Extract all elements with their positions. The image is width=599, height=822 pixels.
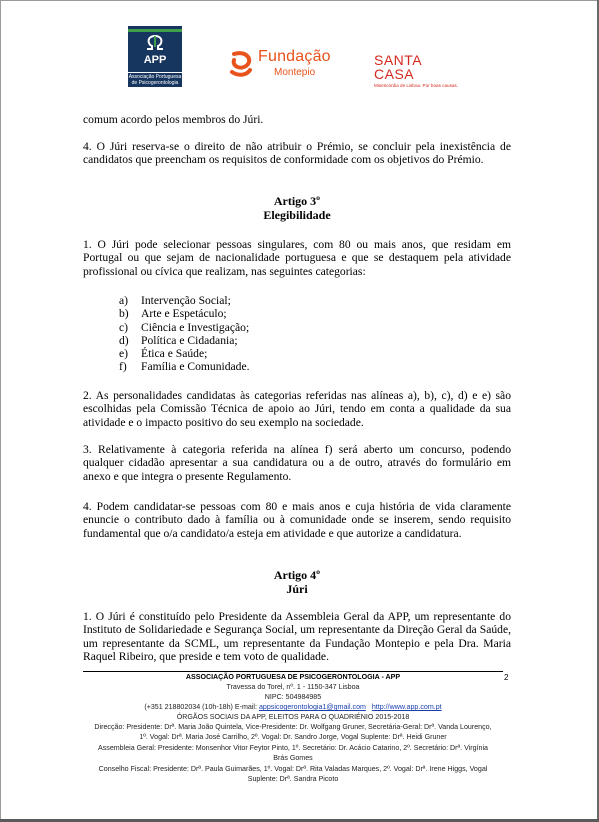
footer-direccao-line2: 1º. Vogal: Drª. Maria José Carrilho, 2º. Vogal: Dr. Sandro Jorge, Vogal Suplente: Drª. Heidi Gruner bbox=[139, 733, 447, 741]
list-item bbox=[119, 334, 250, 347]
artigo-4-paragraph-1: 1. O Júri é constituído pelo Presidente da Assembleia Geral da APP, um representante do Instituto de Solidariedade e Segurança Social, um representante da Direção Geral da Saúde, um representante da SCML, um representante da Fundação Montepio e pela Dra. Maria Raquel Ribeiro, que preside e tem voto de qualidade. bbox=[83, 610, 511, 663]
page-border-top bbox=[0, 0, 599, 1]
list-item bbox=[119, 294, 250, 307]
fundacao-montepio-logo bbox=[228, 48, 338, 84]
footer-fiscal-line2: Suplente: Drª. Sandra Picoto bbox=[247, 775, 339, 783]
footer-organs-title: ÓRGÃOS SOCIAIS DA APP, ELEITOS PARA O QUADRIÉNIO 2015-2018 bbox=[176, 713, 410, 721]
montepio-symbol-icon bbox=[228, 50, 254, 80]
artigo-3-subtitle: Elegibilidade bbox=[263, 208, 331, 222]
list-item-label: Ética e Saúde; bbox=[141, 347, 208, 361]
footer-address: Travessa do Torel, nº. 1 - 1150-347 Lisboa bbox=[226, 683, 360, 691]
list-item-letter: f) bbox=[119, 360, 127, 374]
footer-email-label: E-mail: bbox=[234, 703, 257, 711]
list-item-letter: e) bbox=[119, 347, 129, 361]
list-item-label: Ciência e Investigação; bbox=[141, 320, 250, 334]
app-logo bbox=[128, 26, 182, 98]
artigo-4-title: Artigo 4º bbox=[273, 568, 321, 582]
app-logo-stripe bbox=[128, 29, 182, 32]
footer-assembleia-line2: Brás Gomes bbox=[273, 754, 313, 762]
footer-phone: (+351 218802034 (10h-18h) bbox=[144, 703, 233, 711]
artigo-3-paragraph-3: 3. Relativamente à categoria referida na alínea f) será aberto um concurso, podendo qualquer cidadão apresentar a sua candidatura ou a de outro, através do formulário em anexo e que integra o presente Regulamento. bbox=[83, 443, 511, 483]
list-item-label: Política e Cidadania; bbox=[141, 333, 238, 347]
fundacao-logo-line2: Montepio bbox=[274, 67, 316, 78]
artigo-3-paragraph-2: 2. As personalidades candidatas às categorias referidas nas alíneas a), b), c), d) e e) são escolhidas pela Comissão Técnica de apoio ao Júri, tendo em conta a qualidade da sua atividade e o impacto positivo do seu exemplo na sociedade. bbox=[83, 389, 511, 429]
footer-assembleia-line1: Assembleia Geral: Presidente: Monsenhor Vitor Feytor Pinto, 1º. Secretário: Dr. Acácio Catarino, 2º. Secretário: Drª. Virgínia bbox=[98, 744, 488, 752]
paragraph-juri-reserva: 4. O Júri reserva-se o direito de não atribuir o Prémio, se concluir pela inexistência de candidatos que preencham os requisitos de conformidade com os objetivos do Prémio. bbox=[83, 140, 511, 167]
list-item-label: Intervenção Social; bbox=[141, 294, 231, 307]
list-item-letter: a) bbox=[119, 294, 129, 307]
santa-casa-line2: CASA bbox=[374, 66, 415, 82]
paragraph-continued: comum acordo pelos membros do Júri. bbox=[83, 113, 264, 126]
list-item-letter: b) bbox=[119, 307, 129, 321]
page-number: 2 bbox=[504, 673, 509, 682]
category-list bbox=[119, 294, 250, 374]
fundacao-logo-line1: Fundação bbox=[258, 48, 331, 65]
santa-casa-logo bbox=[374, 53, 484, 89]
list-item-letter: c) bbox=[119, 320, 129, 334]
list-item bbox=[119, 307, 250, 320]
artigo-3-title: Artigo 3º bbox=[273, 194, 321, 208]
app-logo-tile bbox=[128, 26, 182, 72]
footer-rule bbox=[83, 671, 503, 672]
list-item bbox=[119, 321, 250, 334]
artigo-3-paragraph-4: 4. Podem candidatar-se pessoas com 80 e mais anos e cuja história de vida claramente enuncie o contributo dado à família ou à comunidade onde se inserem, sendo requisito fundamental que o/a candidato/a esteja em atividade e que autorize a candidatura. bbox=[83, 500, 511, 540]
page-border-left bbox=[0, 0, 1, 822]
list-item-label: Família e Comunidade. bbox=[141, 360, 250, 374]
list-item-letter: d) bbox=[119, 333, 129, 347]
list-item bbox=[119, 347, 250, 360]
footer-website-link[interactable]: http://www.app.com.pt bbox=[371, 703, 442, 711]
santa-casa-line1: SANTA bbox=[374, 52, 423, 68]
artigo-3-paragraph-1: 1. O Júri pode selecionar pessoas singulares, com 80 ou mais anos, que residam em Portugal ou que sejam de nacionalidade portuguesa e que se destaquem pela atividade profissional ou cívica que realizam, nas seguintes categorias: bbox=[83, 238, 511, 278]
footer-nipc: NIPC: 504984985 bbox=[264, 693, 322, 701]
footer-org-name bbox=[83, 673, 503, 683]
footer-contacts bbox=[83, 703, 503, 713]
footer-org-name-text: ASSOCIAÇÃO PORTUGUESA DE PSICOGERONTOLOGIA - APP bbox=[185, 673, 401, 681]
list-item bbox=[119, 360, 250, 373]
santa-casa-tagline: Misericórdia de Lisboa. Por boas causas. bbox=[374, 83, 459, 88]
app-logo-word: APP bbox=[143, 54, 167, 66]
app-logo-subtitle: Associação Portuguesa de Psicogerontologia bbox=[128, 74, 182, 86]
artigo-4-subtitle: Júri bbox=[286, 582, 308, 596]
footer-email-link[interactable]: appsicogerontologia1@gmail.com bbox=[258, 703, 366, 711]
footer-direccao-line1: Direcção: Presidente: Drª. Maria João Quintela, Vice-Presidente: Dr. Wolfgang Gruner, Secretária-Geral: Drª. Vanda Lourenço, bbox=[94, 723, 492, 731]
footer-fiscal-line1: Conselho Fiscal: Presidente: Drª. Paula Guimarães, 1º. Vogal: Drª. Rita Valadas Marques, 2º. Vogal: Drª. Irene Higgs, Vogal bbox=[98, 765, 488, 773]
list-item-label: Arte e Espetáculo; bbox=[141, 307, 227, 321]
omega-emblem-icon bbox=[143, 34, 167, 51]
